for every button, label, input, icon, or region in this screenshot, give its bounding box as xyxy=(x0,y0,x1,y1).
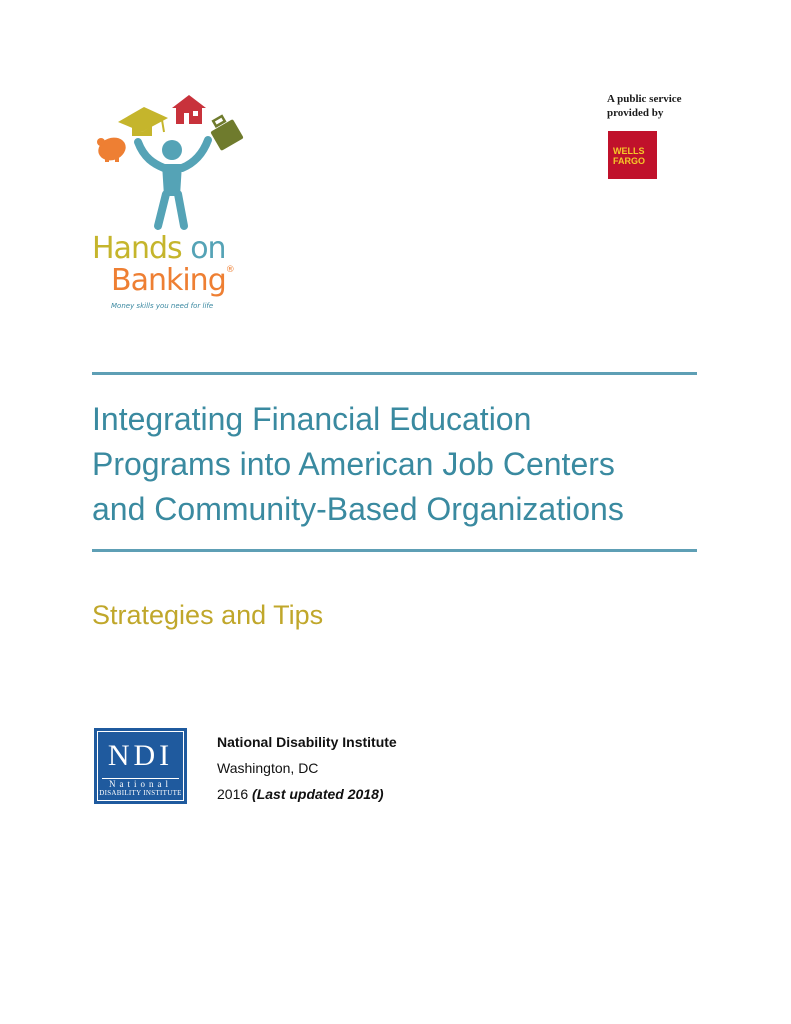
document-title xyxy=(92,397,712,532)
ndi-logo-letters: NDI xyxy=(107,739,174,772)
document-title-line3: and Community-Based Organizations xyxy=(92,491,624,527)
ndi-logo-word-institute: DISABILITY INSTITUTE xyxy=(99,789,182,797)
document-title-line1: Integrating Financial Education xyxy=(92,401,532,437)
logo-word-hands: Hands xyxy=(92,231,182,266)
ndi-logo-frame xyxy=(97,731,184,801)
logo-word-banking: Banking xyxy=(111,263,226,298)
briefcase-icon xyxy=(210,116,244,151)
wells-fargo-logo-line2: FARGO xyxy=(613,156,646,166)
document-subtitle: Strategies and Tips xyxy=(92,600,324,630)
wells-fargo-logo-line1: WELLS xyxy=(613,146,645,156)
person-figure-icon xyxy=(138,140,208,226)
sponsor-statement xyxy=(607,92,707,120)
title-top-divider xyxy=(92,372,697,375)
title-bottom-divider xyxy=(92,549,697,552)
publisher-year: 2016 xyxy=(217,786,249,802)
house-icon xyxy=(172,95,206,124)
publisher-updated-note: (Last updated 2018) xyxy=(252,786,384,802)
logo-word-on: on xyxy=(190,231,226,266)
sponsor-line1: A public service xyxy=(607,93,682,105)
ndi-logo xyxy=(94,728,187,804)
hands-on-banking-logo-art xyxy=(92,92,252,232)
logo-wordmark-line1 xyxy=(92,231,226,266)
sponsor-line2: provided by xyxy=(607,107,664,119)
ndi-logo-word-national: National xyxy=(109,779,172,789)
publisher-date xyxy=(217,781,397,807)
logo-wordmark-line2 xyxy=(111,263,234,298)
wells-fargo-logo xyxy=(608,131,657,179)
piggy-bank-icon xyxy=(95,134,129,164)
logo-tagline: Money skills you need for life xyxy=(111,302,214,310)
logo-registered-mark: ® xyxy=(225,265,234,275)
graduation-cap-icon xyxy=(118,107,168,136)
publisher-location: Washington, DC xyxy=(217,760,319,776)
document-title-line2: Programs into American Job Centers xyxy=(92,446,615,482)
publisher-name: National Disability Institute xyxy=(217,734,397,750)
publisher-info xyxy=(217,729,397,807)
